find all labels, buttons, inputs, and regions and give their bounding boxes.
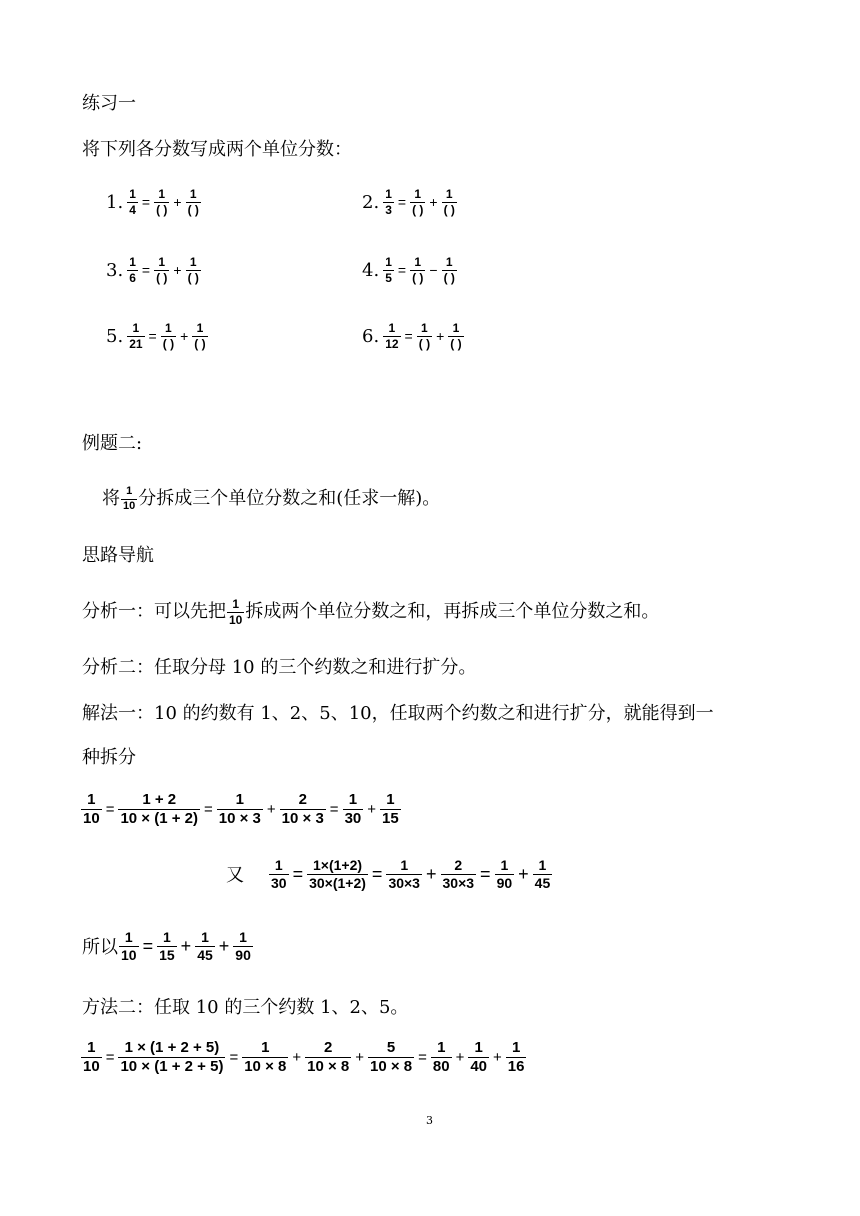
fraction [154, 256, 169, 284]
fraction [383, 322, 400, 350]
fraction [386, 858, 422, 890]
numerator: 1 [162, 929, 171, 945]
exercise-label: 3. [106, 259, 124, 281]
denominator: 16 [507, 1057, 525, 1075]
numerator: 1 [474, 1039, 483, 1056]
numerator: 5 [386, 1039, 396, 1056]
fraction [307, 858, 368, 890]
denominator: 30×(1+2) [309, 874, 366, 891]
numerator: 1 [348, 791, 358, 808]
denominator: ( ) [156, 270, 168, 285]
fraction [368, 1040, 414, 1075]
equation-2 [226, 858, 553, 890]
numerator: 1 [400, 857, 409, 873]
exercise-label: 2. [362, 191, 380, 213]
fraction [269, 858, 289, 890]
exercise-6 [362, 322, 465, 350]
text-segment: 分拆成三个单位分数之和(任求一解)。 [138, 488, 441, 510]
exercise-4 [362, 256, 458, 284]
numerator: 1 [414, 255, 422, 269]
operator: = [329, 800, 339, 818]
denominator: ( ) [194, 336, 206, 351]
numerator: 1 × (1 + 2 + 5) [124, 1039, 220, 1056]
fraction [242, 1040, 288, 1075]
fraction [192, 322, 207, 350]
numerator: 1 [261, 1039, 270, 1056]
numerator: 1 + 2 [142, 791, 177, 808]
denominator: 10 × 3 [218, 809, 261, 827]
analysis-2: 分析二：任取分母 10 的三个约数之和进行扩分。 [82, 657, 477, 678]
denominator: 80 [432, 1057, 450, 1075]
method-2: 方法二：任取 10 的三个约数 1、2、5。 [82, 997, 409, 1018]
fraction [118, 792, 200, 827]
denominator: ( ) [156, 202, 168, 217]
denominator: 10 × 8 [244, 1057, 287, 1075]
fraction [195, 930, 215, 962]
example-heading: 例题二: [82, 433, 143, 454]
fraction [118, 1040, 225, 1075]
operator: + [180, 328, 189, 345]
operator: = [141, 262, 151, 279]
fraction [468, 1040, 489, 1075]
denominator: 10 × (1 + 2) [120, 809, 199, 827]
operator: + [218, 935, 230, 956]
example-problem [102, 486, 440, 512]
fraction [121, 486, 137, 512]
fraction [441, 858, 477, 890]
denominator: 10 × (1 + 2 + 5) [120, 1057, 224, 1075]
fraction [81, 792, 102, 827]
denominator: 21 [129, 336, 143, 351]
numerator: 1×(1+2) [312, 857, 363, 873]
text-segment: 将 [102, 488, 120, 510]
fraction [154, 188, 169, 216]
exercise-label: 5. [106, 325, 124, 347]
operator: = [397, 262, 407, 279]
exercise-5 [106, 322, 209, 350]
denominator: ( ) [412, 270, 424, 285]
fraction [448, 322, 463, 350]
numerator: 1 [129, 187, 136, 201]
numerator: 2 [324, 1039, 333, 1056]
denominator: 5 [385, 270, 392, 285]
numerator: 1 [500, 857, 509, 873]
fraction [383, 256, 394, 284]
denominator: 10 [83, 1057, 100, 1075]
operator: = [371, 863, 383, 884]
numerator: 1 [452, 321, 460, 335]
operator: + [173, 262, 182, 279]
fraction [305, 1040, 351, 1075]
fraction [442, 256, 457, 284]
operator: + [436, 328, 445, 345]
numerator: 1 [196, 321, 204, 335]
denominator: 15 [159, 946, 175, 963]
fraction [380, 792, 401, 827]
text-segment: 分析一：可以先把 [82, 601, 226, 623]
fraction [161, 322, 176, 350]
denominator: 4 [129, 202, 136, 217]
denominator: 90 [496, 874, 513, 891]
exercise-instruction: 将下列各分数写成两个单位分数： [82, 139, 352, 160]
operator: = [229, 1048, 239, 1066]
numerator: 1 [165, 321, 172, 335]
exercise-label: 4. [362, 259, 380, 281]
equation-1 [80, 792, 402, 827]
fraction [227, 598, 244, 626]
numerator: 1 [126, 485, 133, 497]
operator: = [142, 935, 154, 956]
denominator: ( ) [187, 202, 199, 217]
numerator: 1 [235, 791, 245, 808]
fraction [417, 322, 432, 350]
fraction [410, 188, 425, 216]
numerator: 1 [445, 187, 453, 201]
fraction [533, 858, 553, 890]
guide-heading: 思路导航 [82, 545, 154, 566]
denominator: 45 [534, 874, 551, 891]
equation-4 [80, 1040, 527, 1075]
equation-label: 又 [226, 865, 244, 887]
operator: + [493, 1048, 502, 1066]
fraction [186, 256, 201, 284]
denominator: 30×3 [388, 874, 420, 891]
fraction [127, 322, 144, 350]
exercise-2 [362, 188, 458, 216]
operator: + [266, 800, 276, 818]
denominator: 10 [229, 612, 243, 627]
operator: = [105, 800, 115, 818]
exercise-label: 6. [362, 325, 380, 347]
operator: + [429, 194, 438, 211]
operator: = [397, 194, 407, 211]
fraction [410, 256, 425, 284]
denominator: 90 [235, 946, 251, 963]
denominator: ( ) [443, 202, 455, 217]
numerator: 1 [511, 1039, 521, 1056]
denominator: 10 × 8 [307, 1057, 350, 1075]
denominator: ( ) [418, 336, 431, 351]
denominator: 12 [385, 336, 399, 351]
operator: + [180, 935, 192, 956]
numerator: 1 [232, 597, 240, 611]
numerator: 1 [87, 1039, 96, 1056]
operator: = [404, 328, 413, 345]
fraction [157, 930, 177, 962]
operator: = [418, 1048, 427, 1066]
exercise-1 [106, 188, 202, 216]
fraction [186, 188, 201, 216]
fraction [127, 256, 138, 284]
numerator: 1 [189, 255, 197, 269]
numerator: 1 [414, 187, 422, 201]
fraction [431, 1040, 452, 1075]
numerator: 1 [386, 791, 395, 808]
operator: = [292, 863, 304, 884]
numerator: 1 [189, 187, 197, 201]
exercise-3 [106, 256, 202, 284]
operator: = [480, 863, 491, 884]
equation-label: 所以 [82, 937, 118, 959]
numerator: 2 [298, 791, 307, 808]
fraction [343, 792, 364, 827]
numerator: 1 [124, 929, 133, 945]
operator: + [455, 1048, 465, 1066]
denominator: 40 [470, 1057, 488, 1075]
denominator: 30 [344, 809, 362, 827]
solution-1-line-1: 解法一：10 的约数有 1、2、5、10，任取两个约数之和进行扩分，就能得到一 [82, 703, 714, 724]
exercise-label: 1. [106, 191, 124, 213]
denominator: 30 [271, 874, 287, 891]
fraction [506, 1040, 527, 1075]
numerator: 1 [129, 255, 136, 269]
denominator: 30×3 [442, 874, 475, 891]
operator: = [148, 328, 157, 345]
numerator: 1 [388, 321, 396, 335]
denominator: 10 [121, 946, 137, 963]
fraction [442, 188, 457, 216]
numerator: 1 [538, 857, 547, 873]
numerator: 1 [132, 321, 140, 335]
operator: − [429, 262, 438, 279]
page-number: 3 [426, 1114, 433, 1127]
operator: + [355, 1048, 364, 1066]
denominator: ( ) [412, 202, 424, 217]
numerator: 1 [158, 187, 166, 201]
fraction [119, 930, 139, 962]
denominator: 6 [129, 270, 136, 285]
numerator: 1 [437, 1039, 446, 1056]
exercise-heading: 练习一 [82, 93, 136, 114]
numerator: 1 [445, 255, 453, 269]
denominator: ( ) [443, 270, 455, 285]
equation-3 [82, 930, 254, 962]
numerator: 1 [239, 929, 247, 945]
denominator: 10 × 8 [370, 1057, 413, 1075]
solution-1-line-2: 种拆分 [82, 747, 136, 768]
numerator: 1 [87, 791, 96, 808]
numerator: 1 [274, 857, 283, 873]
operator: + [173, 194, 182, 211]
denominator: 3 [385, 202, 392, 217]
operator: + [367, 800, 377, 818]
denominator: 15 [382, 809, 399, 827]
fraction [81, 1040, 102, 1075]
fraction [127, 188, 138, 216]
operator: = [204, 800, 213, 818]
numerator: 1 [385, 187, 392, 201]
operator: + [292, 1048, 302, 1066]
operator: = [141, 194, 151, 211]
fraction [383, 188, 394, 216]
numerator: 1 [201, 929, 209, 945]
fraction [233, 930, 253, 962]
denominator: 10 [83, 809, 100, 827]
fraction [280, 792, 326, 827]
operator: + [518, 863, 529, 884]
denominator: 10 × 3 [281, 809, 324, 827]
denominator: 10 [123, 499, 136, 512]
fraction [495, 858, 515, 890]
operator: + [425, 863, 437, 884]
text-segment: 拆成两个单位分数之和，再拆成三个单位分数之和。 [245, 601, 660, 623]
denominator: ( ) [162, 336, 175, 351]
denominator: 45 [197, 946, 213, 963]
operator: = [105, 1048, 115, 1066]
denominator: ( ) [187, 270, 199, 285]
fraction [217, 792, 263, 827]
analysis-1 [82, 598, 659, 626]
numerator: 1 [421, 321, 428, 335]
denominator: ( ) [450, 336, 462, 351]
numerator: 1 [385, 255, 392, 269]
numerator: 1 [158, 255, 166, 269]
numerator: 2 [454, 857, 463, 873]
